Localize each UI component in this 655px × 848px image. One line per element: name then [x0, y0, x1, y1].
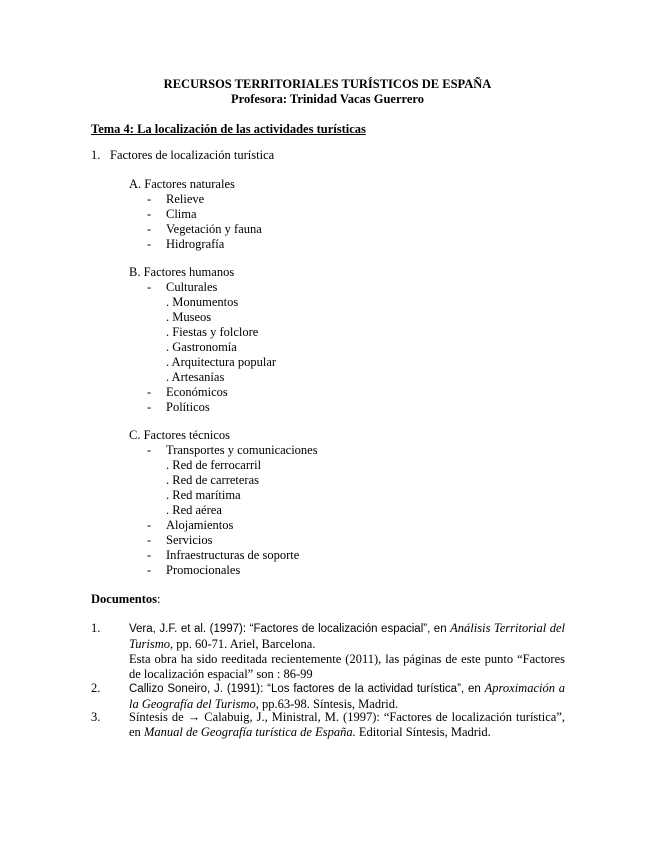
sub-list-item: . Gastronomía	[166, 340, 237, 354]
document-reference-3	[91, 710, 565, 740]
list-item: - Servicios	[147, 533, 213, 547]
group-b-heading: B. Factores humanos	[129, 265, 235, 279]
reference-number: 1.	[91, 621, 101, 635]
group-c-heading: C. Factores técnicos	[129, 428, 231, 442]
section-1-heading	[91, 148, 274, 163]
course-title: RECURSOS TERRITORIALES TURÍSTICOS DE ESPAÑA	[163, 77, 492, 91]
reference-citation: Vera, J.F. et al. (1997): “Factores de localización espacial”, en Análisis Territorial del Turismo, pp. 60-71. Ariel, Barcelona.	[129, 621, 565, 651]
document-header	[0, 77, 655, 107]
list-item: - Económicos	[147, 385, 228, 399]
list-item: - Culturales	[147, 280, 218, 294]
reference-note: Esta obra ha sido reeditada recientemente (2011), las páginas de este punto “Factores de localización espacial” son : 86-99	[129, 652, 565, 681]
group-c	[129, 428, 318, 578]
group-a-heading: A. Factores naturales	[129, 177, 235, 191]
sub-list-item: . Artesanías	[166, 370, 225, 384]
list-item: - Vegetación y fauna	[147, 222, 262, 236]
documents-heading	[91, 592, 160, 607]
list-item: - Transportes y comunicaciones	[147, 443, 318, 457]
list-item: - Clima	[147, 207, 197, 221]
sub-list-item: . Museos	[166, 310, 212, 324]
list-item: - Promocionales	[147, 563, 241, 577]
group-a	[129, 177, 262, 252]
documents-label: Documentos	[91, 592, 157, 606]
sub-list-item: . Monumentos	[166, 295, 239, 309]
sub-list-item: . Red marítima	[166, 488, 241, 502]
list-item: - Infraestructuras de soporte	[147, 548, 300, 562]
sub-list-item: . Arquitectura popular	[166, 355, 277, 369]
sub-list-item: . Red de ferrocarril	[166, 458, 262, 472]
section-1-number: 1.	[91, 148, 101, 162]
reference-citation: Síntesis de → Calabuig, J., Ministral, M. (1997): “Factores de localización turística”, en Manual de Geografía turística de España. Editorial Síntesis, Madrid.	[129, 710, 565, 739]
documents-colon: :	[156, 592, 161, 606]
reference-citation: Callizo Soneiro, J. (1991): “Los factores de la actividad turística”, en Aproximación a la Geografía del Turismo, pp.63-98. Síntesis, Madrid.	[129, 681, 565, 711]
section-1-label: Factores de localización turística	[110, 148, 275, 162]
group-b	[129, 265, 276, 415]
list-item: - Hidrografía	[147, 237, 225, 251]
reference-number: 2.	[91, 681, 101, 695]
sub-list-item: . Red de carreteras	[166, 473, 259, 487]
teacher-name: Profesora: Trinidad Vacas Guerrero	[231, 92, 424, 106]
topic-title: Tema 4: La localización de las actividades turísticas	[91, 122, 366, 136]
sub-list-item: . Fiestas y folclore	[166, 325, 259, 339]
document-reference-2	[91, 681, 565, 712]
sub-list-item: . Red aérea	[166, 503, 222, 517]
list-item: - Alojamientos	[147, 518, 234, 532]
list-item: - Relieve	[147, 192, 205, 206]
reference-number: 3.	[91, 710, 101, 724]
document-reference-1	[91, 621, 565, 682]
list-item: - Políticos	[147, 400, 210, 414]
